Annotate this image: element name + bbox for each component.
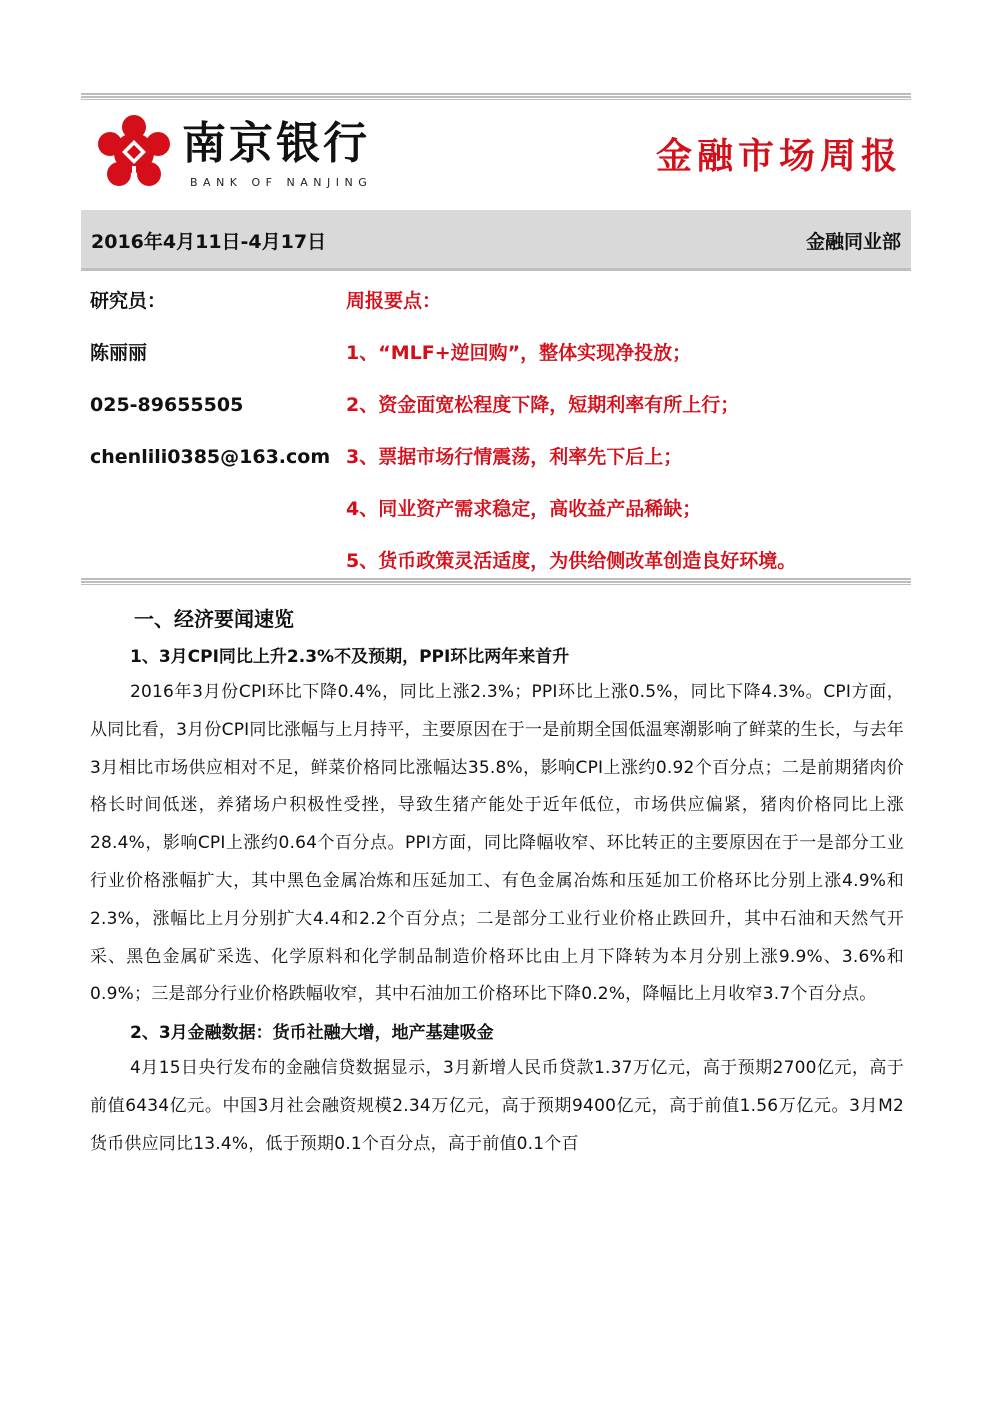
bank-name-cn: 南京银行 [182, 118, 370, 169]
researcher-label: 研究员： [90, 290, 167, 312]
paragraph-cpi: 2016年3月份CPI环比下降0.4%，同比上涨2.3%；PPI环比上涨0.5%，同比下降4.3%。CPI方面，从同比看，3月份CPI同比涨幅与上月持平，主要原因在于一是前期全国低温寒潮影响了鲜菜的生长，与去年3月相比市场供应相对不足，鲜菜价格同比涨幅达35.8%，影响CPI上涨约0.92个百分点；二是前期猪肉价格长时间低迷，养猪场户积极性受挫，导致生猪产能处于近年低位，市场供应偏紧，猪肉价格同比上涨28.4%，影响CPI上涨约0.64个百分点。PPI方面，同比降幅收窄、环比转正的主要原因在于一是部分工业行业价格涨幅扩大，其中黑色金属冶炼和压延加工、有色金属冶炼和压延加工价格环比分别上涨4.9%和2.3%，涨幅比上月分别扩大4.4和2.2个百分点；二是部分工业行业价格止跌回升，其中石油和天然气开采、黑色金属矿采选、化学原料和化学制品制造价格环比由上月下降转为本月分别上涨9.9%、3.6%和0.9%；三是部分行业价格跌幅收窄，其中石油加工价格环比下降0.2%，降幅比上月收窄3.7个百分点。 [90, 682, 904, 1005]
top-divider [81, 93, 911, 100]
key-point-item: 5、货币政策灵活适度，为供给侧改革创造良好环境。 [346, 550, 797, 572]
report-body [90, 600, 904, 1164]
researcher-info [90, 288, 330, 496]
date-bar [81, 210, 911, 271]
key-points [346, 288, 796, 600]
bank-name-en: BANK OF NANJING [190, 176, 373, 189]
key-point-item: 4、同业资产需求稳定，高收益产品稀缺； [346, 498, 702, 520]
section-title: 一、经济要闻速览 [134, 607, 294, 631]
date-range: 2016年4月11日-4月17日 [91, 231, 327, 253]
key-point-item: 3、票据市场行情震荡，利率先下后上； [346, 446, 683, 468]
researcher-phone: 025-89655505 [90, 394, 244, 416]
subsection-title-cpi: 1、3月CPI同比上升2.3%不及预期，PPI环比两年来首升 [130, 647, 570, 667]
researcher-name: 陈丽丽 [90, 342, 148, 364]
key-points-label: 周报要点： [346, 290, 442, 312]
subsection-title-finance: 2、3月金融数据：货币社融大增，地产基建吸金 [130, 1023, 494, 1044]
section-divider [81, 578, 911, 585]
department: 金融同业部 [805, 231, 901, 253]
key-point-item: 2、资金面宽松程度下降，短期利率有所上行； [346, 394, 740, 416]
paragraph-finance: 4月15日央行发布的金融信贷数据显示，3月新增人民币贷款1.37万亿元，高于预期2700亿元，高于前值6434亿元。中国3月社会融资规模2.34万亿元，高于预期9400亿元，高于前值1.56万亿元。3月M2货币供应同比13.4%，低于预期0.1个百分点，高于前值0.1个百 [90, 1058, 904, 1154]
key-point-item: 1、“MLF+逆回购”，整体实现净投放； [346, 342, 692, 364]
bank-logo-icon [97, 114, 171, 192]
report-title: 金融市场周报 [655, 135, 902, 177]
researcher-email[interactable]: chenlili0385@163.com [90, 446, 331, 468]
